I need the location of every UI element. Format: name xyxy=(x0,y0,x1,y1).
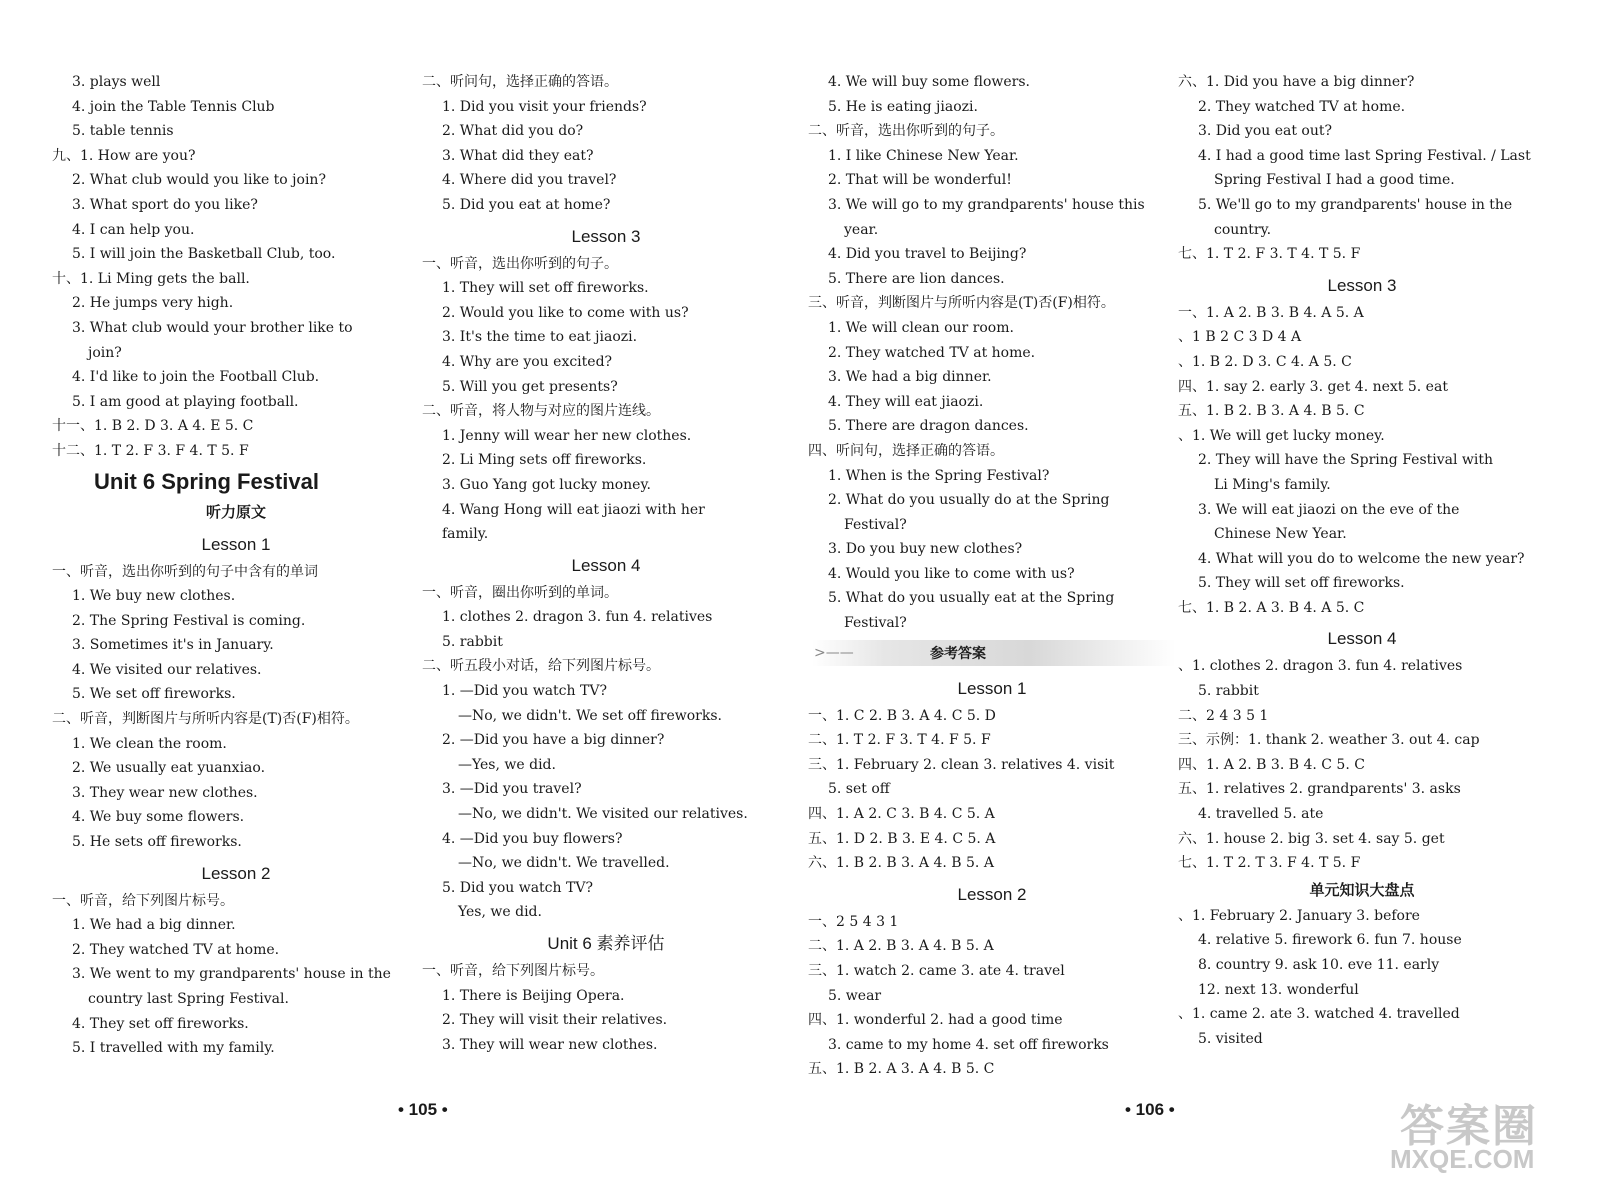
line: 3. What sport do you like? xyxy=(72,196,258,213)
line: 4. —Did you buy flowers? xyxy=(442,830,623,847)
line: 3. It's the time to eat jiaozi. xyxy=(442,329,638,346)
line: Yes, we did. xyxy=(458,904,542,921)
question-heading: 一、听音，选出你听到的句子。 xyxy=(422,255,618,272)
question-heading: 一、听音，圈出你听到的单词。 xyxy=(422,584,618,601)
line: 5. Did you watch TV? xyxy=(442,879,593,896)
line: 1. There is Beijing Opera. xyxy=(442,987,625,1004)
watermark-url: MXQE.COM xyxy=(1390,1144,1535,1174)
line: 1. We will clean our room. xyxy=(828,319,1014,336)
line: 5. Will you get presents? xyxy=(442,378,618,395)
line: 2. Would you like to come with us? xyxy=(442,304,689,321)
line: 4. I'd like to join the Football Club. xyxy=(72,369,320,386)
column-2 xyxy=(422,70,790,1057)
page-number-right: • 106 • xyxy=(1125,1100,1175,1119)
answer-line: country. xyxy=(1214,221,1272,238)
line: 3. We had a big dinner. xyxy=(828,369,992,386)
answer-line: 5. They will set off fireworks. xyxy=(1198,575,1405,592)
line: 4. Would you like to come with us? xyxy=(828,565,1075,582)
line: join? xyxy=(88,344,122,361)
answer-line: 四、1. say 2. early 3. get 4. next 5. eat xyxy=(1178,378,1448,395)
column-3 xyxy=(808,70,1176,1082)
line: 4. Where did you travel? xyxy=(442,172,617,189)
answer-line: 一、1. C 2. B 3. A 4. C 5. D xyxy=(808,707,996,724)
lesson-heading: Lesson 2 xyxy=(957,884,1027,904)
line: 2. What did you do? xyxy=(442,123,584,140)
watermark-text: 答案圈 xyxy=(1400,1102,1538,1151)
answer-line: 一、2 5 4 3 1 xyxy=(808,913,899,930)
line: 十、1. Li Ming gets the ball. xyxy=(52,270,250,287)
answer-line: 4. I had a good time last Spring Festival. / Last xyxy=(1198,147,1531,164)
line: 1. When is the Spring Festival? xyxy=(828,467,1050,484)
line: 3. Do you buy new clothes? xyxy=(828,541,1023,558)
line: 3. —Did you travel? xyxy=(442,781,582,798)
line: 4. They will eat jiaozi. xyxy=(828,393,984,410)
answer-line: 七、1. T 2. F 3. T 4. T 5. F xyxy=(1178,246,1361,263)
answer-line: 二、2 4 3 5 1 xyxy=(1178,707,1269,724)
answer-line: 六、1. Did you have a big dinner? xyxy=(1178,74,1415,90)
line: 4. They set off fireworks. xyxy=(72,1015,249,1032)
line: 3. Guo Yang got lucky money. xyxy=(442,476,651,493)
line: 5. We set off fireworks. xyxy=(72,686,236,703)
column-4 xyxy=(1178,70,1546,1051)
answer-line: 四、1. A 2. C 3. B 4. C 5. A xyxy=(808,806,995,823)
unit-title: Unit 6 Spring Festival xyxy=(94,468,319,494)
line: 1. clothes 2. dragon 3. fun 4. relatives xyxy=(442,609,713,626)
column-1 xyxy=(52,70,420,1061)
line: 5. There are dragon dances. xyxy=(828,418,1029,435)
line: 2. They will visit their relatives. xyxy=(442,1012,668,1029)
line: 1. Jenny will wear her new clothes. xyxy=(442,427,692,444)
line: 4. Why are you excited? xyxy=(442,353,613,370)
lesson-heading: Lesson 4 xyxy=(571,555,641,575)
line: 3. We will go to my grandparents' house this xyxy=(828,196,1145,213)
line: —Yes, we did. xyxy=(458,756,556,773)
line: 5. He sets off fireworks. xyxy=(72,834,242,851)
answer-line: 六、1. B 2. B 3. A 4. B 5. A xyxy=(808,855,994,872)
line: 5. rabbit xyxy=(442,633,503,650)
line: 十一、1. B 2. D 3. A 4. E 5. C xyxy=(52,418,254,435)
lesson-heading: Lesson 3 xyxy=(1327,275,1397,295)
line: 5. I travelled with my family. xyxy=(72,1040,275,1057)
answer-line: Li Ming's family. xyxy=(1214,476,1331,493)
answer-line: 2. They will have the Spring Festival with xyxy=(1198,452,1494,469)
line: 5. What do you usually eat at the Spring xyxy=(828,590,1115,607)
line: Festival? xyxy=(844,516,907,533)
line: 4. We buy some flowers. xyxy=(72,809,245,826)
line: 3. Sometimes it's in January. xyxy=(72,637,274,654)
unit-summary-heading: 单元知识大盘点 xyxy=(1309,880,1415,899)
question-heading: 二、听音，将人物与对应的图片连线。 xyxy=(422,403,660,420)
answer-line: 12. next 13. wonderful xyxy=(1198,981,1359,998)
answer-line: 五、1. B 2. A 3. A 4. B 5. C xyxy=(808,1061,995,1078)
answer-line: 、1. February 2. January 3. before xyxy=(1178,907,1420,924)
line: 3. plays well xyxy=(72,74,161,90)
answer-key-title: 参考答案 xyxy=(930,645,986,662)
answer-line: 七、1. B 2. A 3. B 4. A 5. C xyxy=(1178,599,1365,616)
answer-line: 5. rabbit xyxy=(1198,683,1259,700)
line: 1. —Did you watch TV? xyxy=(442,683,607,700)
arrow-icon: >—— xyxy=(814,644,854,661)
line: 4. I can help you. xyxy=(72,221,195,238)
answer-line: Spring Festival I had a good time. xyxy=(1214,172,1455,189)
line: year. xyxy=(844,221,879,238)
line: 1. I like Chinese New Year. xyxy=(828,147,1019,164)
answer-line: 四、1. wonderful 2. had a good time xyxy=(808,1012,1063,1029)
line: 3. What did they eat? xyxy=(442,147,594,164)
answer-line: 四、1. A 2. B 3. B 4. C 5. C xyxy=(1178,756,1365,773)
line: 2. That will be wonderful! xyxy=(828,172,1012,189)
line: —No, we didn't. We visited our relatives. xyxy=(458,806,748,823)
question-heading: 一、听音，给下列图片标号。 xyxy=(422,963,604,979)
answer-line: 、1 B 2 C 3 D 4 A xyxy=(1178,329,1302,346)
answer-line: 4. What will you do to welcome the new year? xyxy=(1198,550,1525,567)
question-heading: 二、听五段小对话，给下列图片标号。 xyxy=(422,658,660,675)
answer-line: 5. visited xyxy=(1198,1030,1263,1047)
line: 5. There are lion dances. xyxy=(828,270,1005,287)
answer-line: Chinese New Year. xyxy=(1214,526,1347,543)
answer-line: 、1. We will get lucky money. xyxy=(1178,427,1385,444)
line: 1. We buy new clothes. xyxy=(72,588,236,605)
answer-line: 3. came to my home 4. set off fireworks xyxy=(828,1036,1109,1053)
line: 5. He is eating jiaozi. xyxy=(828,98,978,115)
answer-line: 、1. clothes 2. dragon 3. fun 4. relatives xyxy=(1178,658,1463,675)
answer-key-banner xyxy=(812,640,1176,666)
answer-line: 4. travelled 5. ate xyxy=(1198,806,1324,823)
question-heading: 二、听音，选出你听到的句子。 xyxy=(808,123,1004,140)
answer-line: 五、1. D 2. B 3. E 4. C 5. A xyxy=(808,830,996,847)
line: 2. —Did you have a big dinner? xyxy=(442,732,665,749)
answer-line: 、1. B 2. D 3. C 4. A 5. C xyxy=(1178,353,1352,370)
lesson-heading: Lesson 3 xyxy=(571,226,641,246)
line: 5. table tennis xyxy=(72,123,174,140)
answer-line: 3. We will eat jiaozi on the eve of the xyxy=(1198,501,1460,518)
answer-line: 2. They watched TV at home. xyxy=(1198,98,1406,115)
answer-line: 三、1. watch 2. came 3. ate 4. travel xyxy=(808,963,1065,979)
line: 1. They will set off fireworks. xyxy=(442,280,649,297)
line: 1. We clean the room. xyxy=(72,735,227,752)
line: —No, we didn't. We travelled. xyxy=(458,855,670,872)
answer-line: 、1. came 2. ate 3. watched 4. travelled xyxy=(1178,1006,1460,1023)
section-heading: 听力原文 xyxy=(205,502,266,521)
answer-line: 4. relative 5. firework 6. fun 7. house xyxy=(1198,932,1462,949)
answer-line: 六、1. house 2. big 3. set 4. say 5. get xyxy=(1178,830,1445,847)
line: 4. join the Table Tennis Club xyxy=(72,98,275,115)
line: 十二、1. T 2. F 3. F 4. T 5. F xyxy=(52,442,249,459)
line: 2. They watched TV at home. xyxy=(828,344,1036,361)
line: 3. We went to my grandparents' house in the xyxy=(72,966,391,983)
line: 3. They wear new clothes. xyxy=(72,784,258,801)
question-heading: 四、听问句，选择正确的答语。 xyxy=(808,442,1004,459)
line: 2. We usually eat yuanxiao. xyxy=(72,760,266,777)
line: 5. Did you eat at home? xyxy=(442,196,611,213)
line: 2. They watched TV at home. xyxy=(72,941,280,958)
unit-assessment-heading: Unit 6 素养评估 xyxy=(547,934,665,953)
answer-line: 三、1. February 2. clean 3. relatives 4. visit xyxy=(808,756,1115,773)
line: 5. I am good at playing football. xyxy=(72,393,299,410)
answer-line: 5. wear xyxy=(828,987,882,1004)
line: country last Spring Festival. xyxy=(88,991,289,1007)
line: 2. He jumps very high. xyxy=(72,295,234,312)
answer-line: 一、1. A 2. B 3. B 4. A 5. A xyxy=(1178,304,1364,321)
line: 3. What club would your brother like to xyxy=(72,319,353,336)
answer-line: 五、1. relatives 2. grandparents' 3. asks xyxy=(1178,781,1461,798)
answer-line: 三、示例：1. thank 2. weather 3. out 4. cap xyxy=(1178,732,1480,749)
watermark-logo xyxy=(1378,1090,1568,1176)
lesson-heading: Lesson 1 xyxy=(201,534,271,554)
answer-line: 5. set off xyxy=(828,781,890,798)
lesson-heading: Lesson 2 xyxy=(201,863,271,883)
line: 1. We had a big dinner. xyxy=(72,917,236,934)
line: 5. I will join the Basketball Club, too. xyxy=(72,246,336,263)
question-heading: 一、听音，给下列图片标号。 xyxy=(52,892,234,909)
answer-line: 二、1. T 2. F 3. T 4. F 5. F xyxy=(808,732,991,749)
answer-line: 5. We'll go to my grandparents' house in the xyxy=(1198,196,1513,213)
answer-line: 二、1. A 2. B 3. A 4. B 5. A xyxy=(808,938,994,955)
line: 2. What club would you like to join? xyxy=(72,172,326,189)
line: 4. Did you travel to Beijing? xyxy=(828,246,1027,263)
answer-line: 五、1. B 2. B 3. A 4. B 5. C xyxy=(1178,403,1365,420)
answer-line: 七、1. T 2. T 3. F 4. T 5. F xyxy=(1178,855,1361,872)
line: 4. We visited our relatives. xyxy=(72,661,262,678)
line: 2. Li Ming sets off fireworks. xyxy=(442,452,647,469)
answer-line: 3. Did you eat out? xyxy=(1198,123,1333,140)
line: 2. What do you usually do at the Spring xyxy=(828,492,1110,509)
line: 4. We will buy some flowers. xyxy=(828,74,1030,90)
line: 3. They will wear new clothes. xyxy=(442,1036,658,1053)
lesson-heading: Lesson 4 xyxy=(1327,629,1397,649)
answer-line: 8. country 9. ask 10. eve 11. early xyxy=(1198,957,1440,973)
line: —No, we didn't. We set off fireworks. xyxy=(458,707,722,724)
line: 九、1. How are you? xyxy=(52,147,196,164)
question-heading: 二、听问句，选择正确的答语。 xyxy=(422,74,618,90)
page-number-left: • 105 • xyxy=(398,1100,448,1119)
line: 1. Did you visit your friends? xyxy=(442,98,647,115)
question-heading: 二、听音，判断图片与所听内容是(T)否(F)相符。 xyxy=(52,711,359,728)
line: 2. The Spring Festival is coming. xyxy=(72,612,306,629)
line: 4. Wang Hong will eat jiaozi with her family. xyxy=(442,501,705,543)
question-heading: 三、听音，判断图片与所听内容是(T)否(F)相符。 xyxy=(808,295,1115,312)
lesson-heading: Lesson 1 xyxy=(957,678,1027,698)
line: Festival? xyxy=(844,615,907,632)
question-heading: 一、听音，选出你听到的句子中含有的单词 xyxy=(52,563,318,580)
